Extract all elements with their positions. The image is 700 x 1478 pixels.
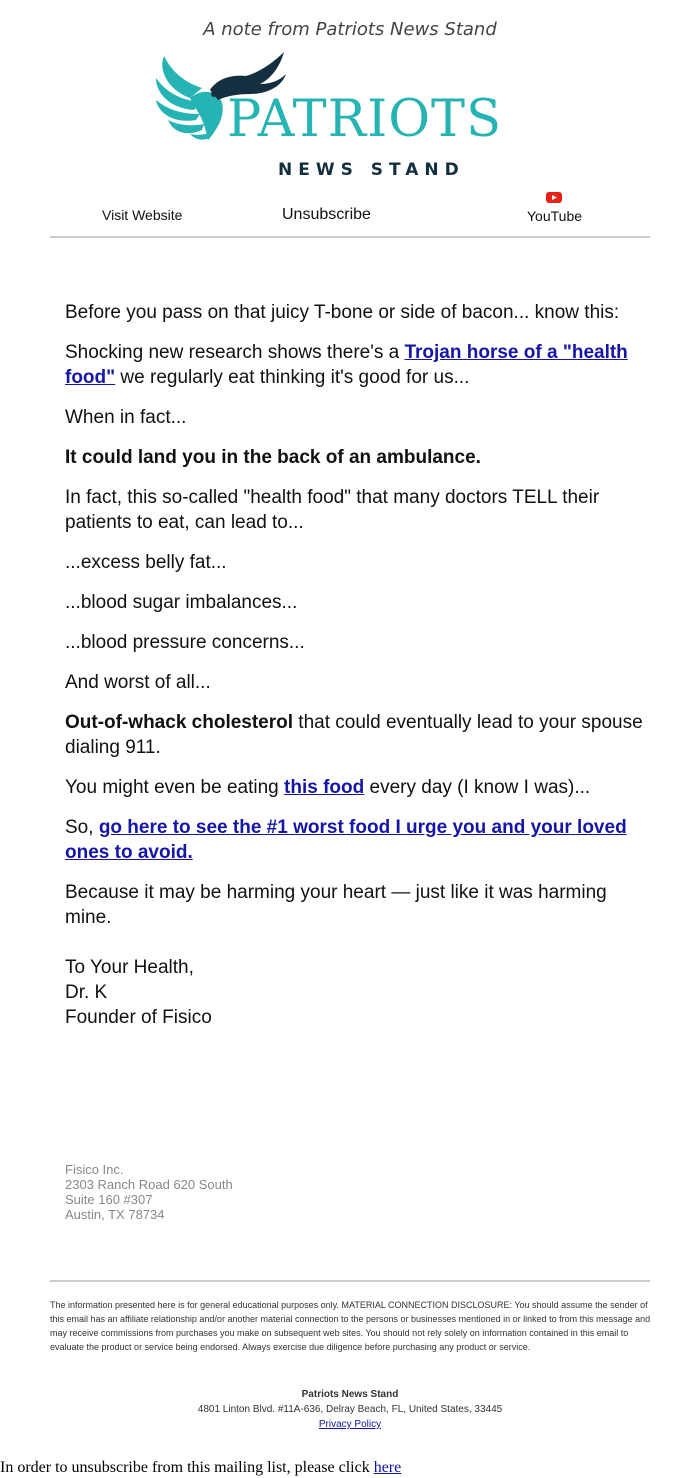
privacy-policy-link[interactable]: Privacy Policy <box>318 1419 382 1430</box>
brand-subtitle: NEWS STAND <box>278 160 465 180</box>
body-text: that could eventually lead to your spouse dialing 911. <box>65 712 643 758</box>
disclaimer-text: The information presented here is for general educational purposes only. MATERIAL CONNECTION DISCLOSURE: You should assume the sender of this email has an affiliate relationship and/or another material connection to the persons or businesses mentioned in or linked to from this message and may receive commissions from purchases you make on subsequent web sites. You should not rely solely on information contained in this email to evaluate the product or service being endorsed. Always exercise due diligence before purchasing any product or service. <box>50 1300 651 1352</box>
header-divider <box>50 236 650 238</box>
body-paragraph: ...blood pressure concerns... <box>65 632 305 653</box>
address-line: 2303 Ranch Road 620 South <box>65 1177 233 1192</box>
address-line: Austin, TX 78734 <box>65 1207 165 1222</box>
youtube-link[interactable]: YouTube <box>527 208 583 224</box>
body-paragraph: Before you pass on that juicy T-bone or side of bacon... know this: <box>65 302 620 323</box>
header-tagline: A note from Patriots News Stand <box>203 19 497 40</box>
body-text: You might even be eating <box>65 777 285 798</box>
brand-name: PATRIOTS <box>227 90 503 149</box>
signoff-line: To Your Health, <box>65 957 194 978</box>
bold-statement: It could land you in the back of an ambulance. <box>65 447 481 468</box>
body-paragraph: ...blood sugar imbalances... <box>65 592 298 613</box>
footer-company <box>0 1387 700 1432</box>
visit-website-link[interactable]: Visit Website <box>102 207 183 223</box>
this-food-link[interactable]: this food <box>284 777 365 798</box>
footer-divider <box>50 1280 650 1282</box>
youtube-icon[interactable] <box>546 192 562 203</box>
unsubscribe-notice-text: In order to unsubscribe from this mailing list, please click <box>0 1459 374 1476</box>
sender-address <box>65 1162 365 1222</box>
trojan-horse-link[interactable]: Trojan horse of a "health food" <box>65 342 628 388</box>
body-text: So, <box>65 817 99 838</box>
body-paragraph: When in fact... <box>65 407 187 428</box>
unsubscribe-link[interactable]: Unsubscribe <box>282 206 371 223</box>
body-paragraph <box>65 775 645 800</box>
unsubscribe-notice <box>0 1459 700 1477</box>
signoff <box>65 955 645 1030</box>
worst-food-link[interactable]: go here to see the #1 worst food I urge you and your loved ones to avoid. <box>65 817 627 863</box>
body-paragraph: Because it may be harming your heart — just like it was harming mine. <box>65 882 607 928</box>
address-line: Fisico Inc. <box>65 1162 124 1177</box>
body-text: every day (I know I was)... <box>364 777 591 798</box>
body-paragraph <box>65 710 645 760</box>
address-line: Suite 160 #307 <box>65 1192 153 1207</box>
signoff-line: Dr. K <box>65 982 108 1003</box>
body-paragraph: In fact, this so-called "health food" that many doctors TELL their patients to eat, can lead to... <box>65 487 600 533</box>
email-body <box>65 300 645 1045</box>
unsubscribe-here-link[interactable]: here <box>373 1459 402 1476</box>
body-paragraph: ...excess belly fat... <box>65 552 227 573</box>
body-paragraph: And worst of all... <box>65 672 211 693</box>
body-text: we regularly eat thinking it's good for us... <box>115 367 470 388</box>
bold-statement: Out-of-whack cholesterol <box>65 712 294 733</box>
footer-company-address: 4801 Linton Blvd. #11A-636, Delray Beach, FL, United States, 33445 <box>197 1404 503 1415</box>
body-text: Shocking new research shows there's a <box>65 342 405 363</box>
footer-company-name: Patriots News Stand <box>301 1389 399 1400</box>
signoff-line: Founder of Fisico <box>65 1007 212 1028</box>
body-paragraph <box>65 815 645 865</box>
body-paragraph <box>65 340 645 390</box>
body-paragraph <box>65 445 645 470</box>
